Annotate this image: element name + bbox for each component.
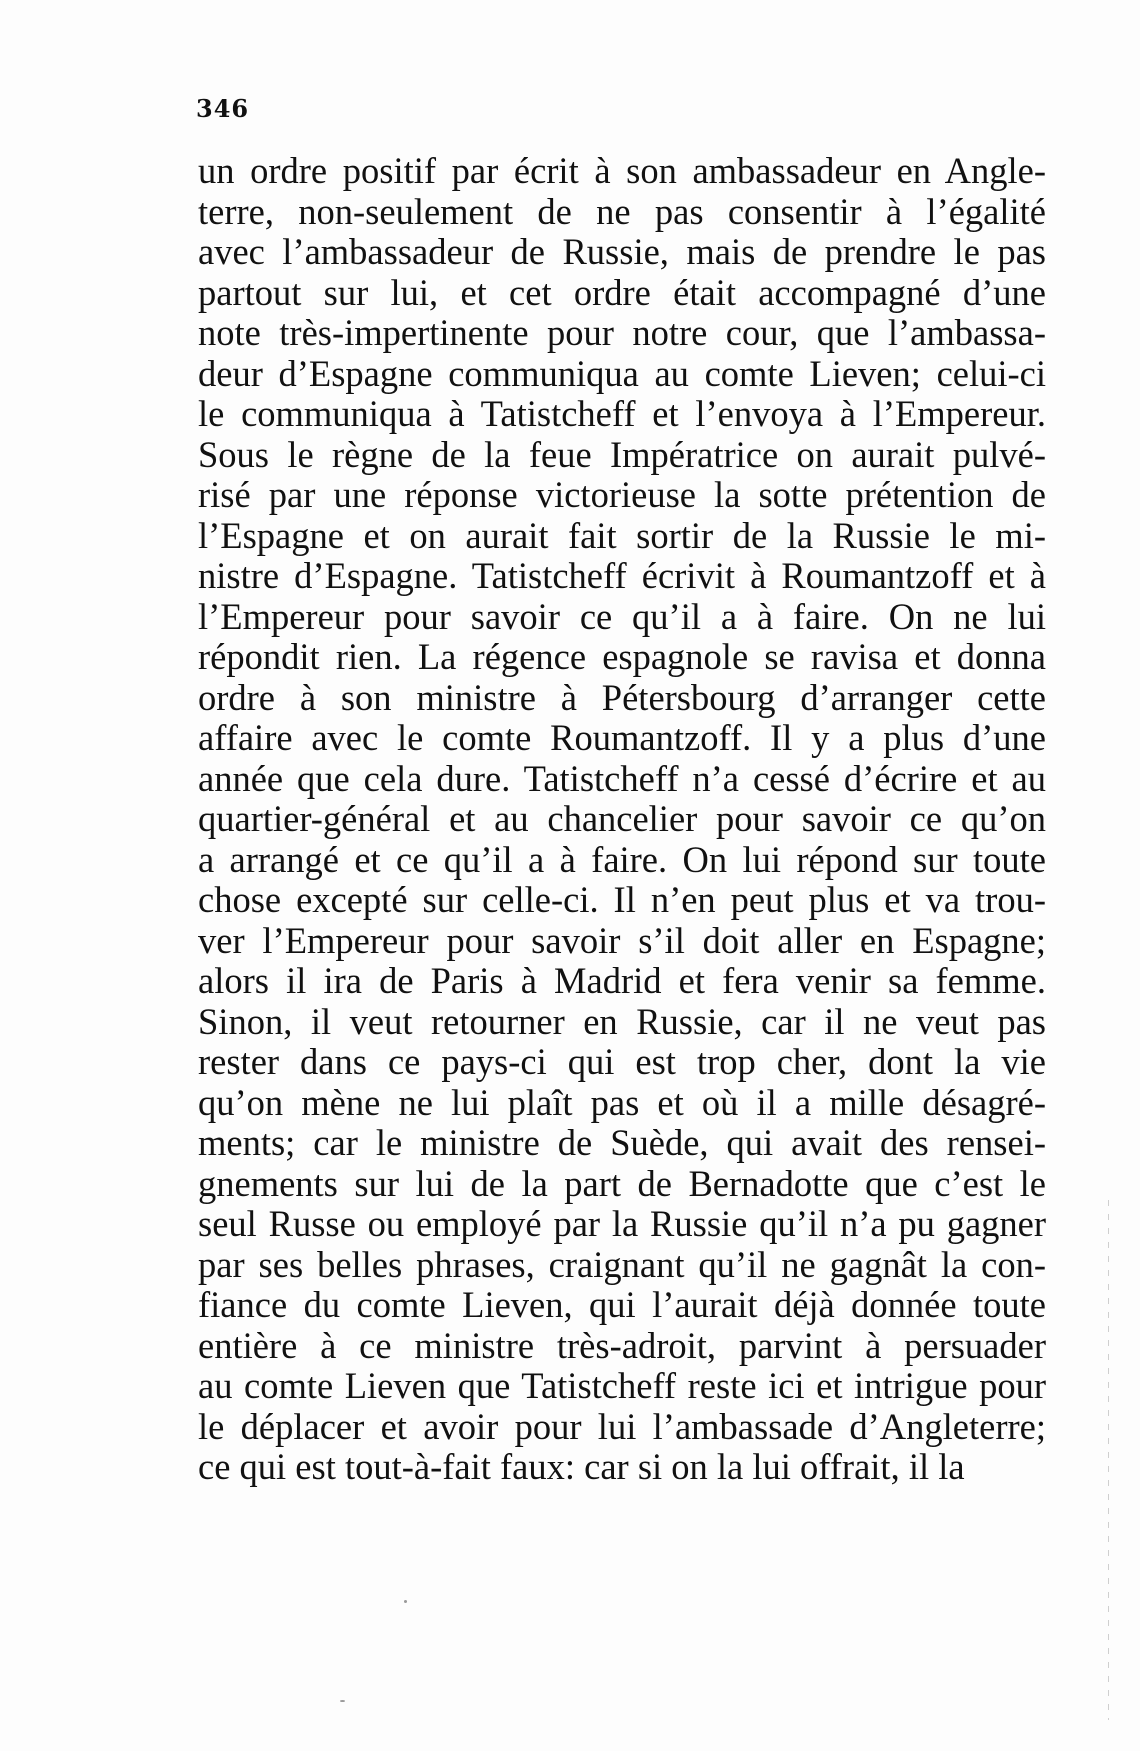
text-line: nistre d’Espagne. Tatistcheff écrivit à Roumantzoff et à [198,555,1046,596]
text-line: note très-impertinente pour notre cour, que l’ambassa- [198,312,1046,353]
text-line: seul Russe ou employé par la Russie qu’il n’a pu gagner [198,1203,1046,1244]
scan-speck [404,1600,407,1603]
text-line: chose excepté sur celle-ci. Il n’en peut plus et va trou- [198,879,1046,920]
text-line: ce qui est tout-à-fait faux: car si on la lui offrait, il la [198,1446,965,1487]
body-text [198,151,1046,1488]
text-line: affaire avec le comte Roumantzoff. Il y a plus d’une [198,717,1046,758]
text-line: ver l’Empereur pour savoir s’il doit aller en Espagne; [198,919,1046,961]
text-line: Sinon, il veut retourner en Russie, car il ne veut pas [198,1000,1046,1042]
text-line: répondit rien. La régence espagnole se ravisa et donna [198,636,1046,677]
text-line: rester dans ce pays-ci qui est trop cher, dont la vie [198,1041,1046,1082]
text-line: qu’on mène ne lui plaît pas et où il a mille désagré- [198,1081,1046,1123]
text-line: risé par une réponse victorieuse la sotte prétention de [198,474,1046,515]
text-line: l’Empereur pour savoir ce qu’il a à faire. On ne lui [198,595,1046,637]
scan-margin-mark [1108,1200,1109,1720]
text-line: terre, non-seulement de ne pas consentir à l’égalité [198,190,1046,232]
text-line: gnements sur lui de la part de Bernadotte que c’est le [198,1162,1046,1204]
text-line: a arrangé et ce qu’il a à faire. On lui répond sur toute [198,838,1046,880]
text-line: par ses belles phrases, craignant qu’il ne gagnât la con- [198,1243,1046,1285]
page-number: 346 [196,94,250,123]
text-line: quartier-général et au chancelier pour savoir ce qu’on [198,798,1046,839]
text-line: deur d’Espagne communiqua au comte Lieven; celui-ci [198,352,1046,394]
text-line: Sous le règne de la feue Impératrice on aurait pulvé- [198,433,1046,475]
text-line: partout sur lui, et cet ordre était accompagné d’une [198,271,1046,313]
text-line: alors il ira de Paris à Madrid et fera venir sa femme. [198,960,1046,1001]
text-line: fiance du comte Lieven, qui l’aurait déjà donnée toute [198,1284,1046,1325]
text-line: ordre à son ministre à Pétersbourg d’arranger cette [198,676,1046,718]
text-line: le communiqua à Tatistcheff et l’envoya à l’Empereur. [198,393,1046,434]
text-line: ments; car le ministre de Suède, qui avait des rensei- [198,1122,1046,1163]
text-line: le déplacer et avoir pour lui l’ambassade d’Angleterre; [198,1405,1046,1447]
text-line: un ordre positif par écrit à son ambassadeur en Angle- [198,150,1046,191]
text-line: au comte Lieven que Tatistcheff reste ici et intrigue pour [198,1365,1046,1406]
text-line: année que cela dure. Tatistcheff n’a cessé d’écrire et au [198,757,1046,799]
scan-speck [340,1700,345,1702]
text-line: avec l’ambassadeur de Russie, mais de prendre le pas [198,231,1046,272]
text-line: l’Espagne et on aurait fait sortir de la Russie le mi- [198,514,1046,556]
text-line: entière à ce ministre très-adroit, parvint à persuader [198,1324,1046,1366]
